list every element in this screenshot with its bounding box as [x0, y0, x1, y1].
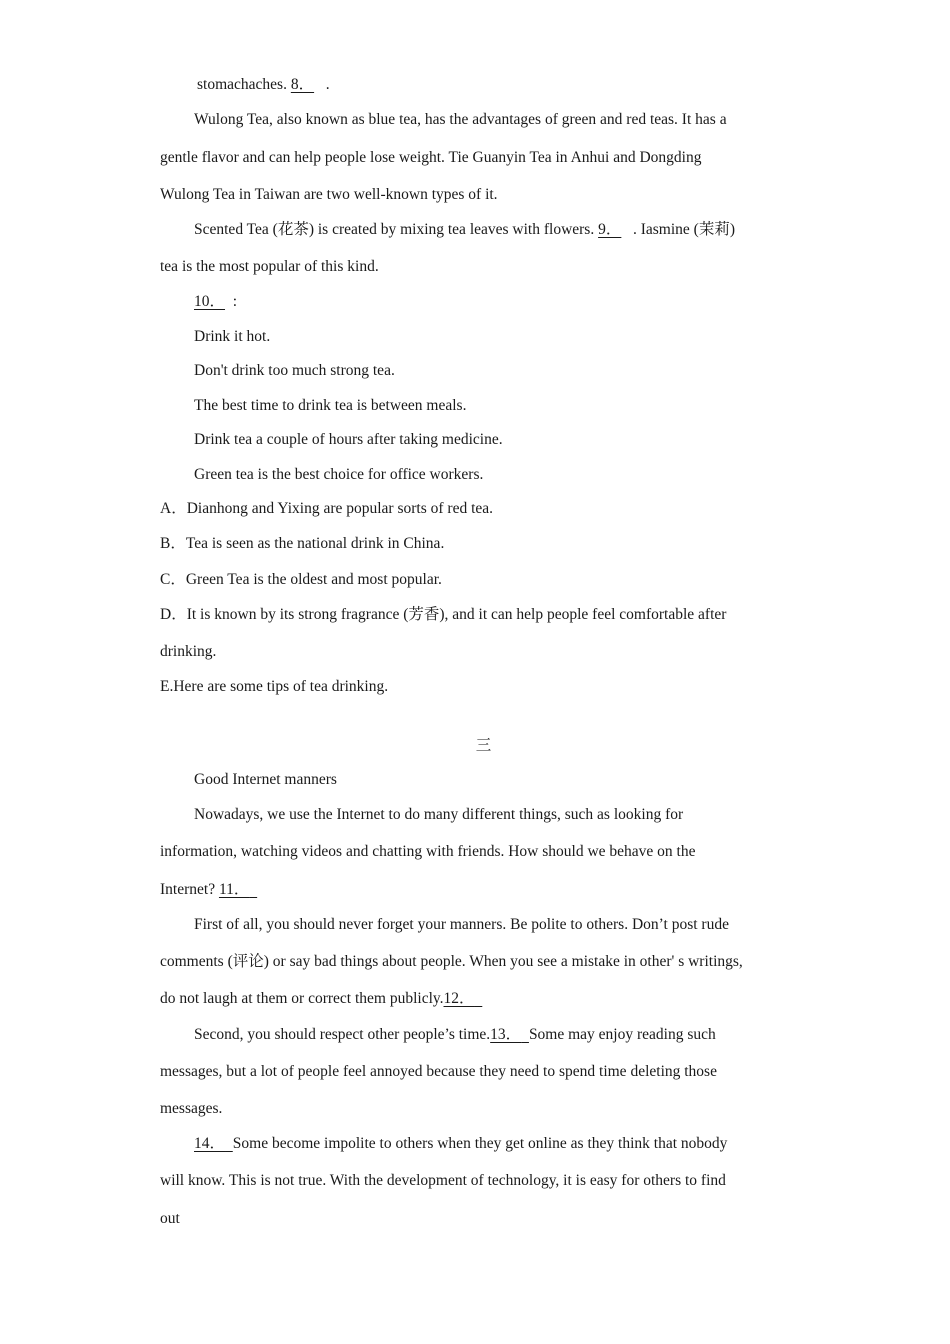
- p3-line-3: messages.: [160, 1100, 223, 1117]
- tip-item: The best time to drink tea is between meals.: [194, 397, 467, 414]
- blank-13: 13．: [490, 1026, 522, 1043]
- p2-line-1: First of all, you should never forget your manners. Be polite to others. Don’t post rude: [194, 916, 729, 933]
- tip-item: Drink it hot.: [194, 328, 271, 345]
- tip-item: Green tea is the best choice for office workers.: [194, 466, 484, 483]
- scented-line-1: Scented Tea (花茶) is created by mixing tea leaves with flowers. 9． . Iasmine (茉莉): [194, 221, 735, 238]
- tip-item: Drink tea a couple of hours after taking medicine.: [194, 431, 503, 448]
- option-d-line-1: D．It is known by its strong fragrance (芳香), and it can help people feel comfortable after: [160, 606, 727, 623]
- option-b: B．Tea is seen as the national drink in China.: [160, 535, 445, 552]
- option-e: E.Here are some tips of tea drinking.: [160, 678, 389, 695]
- option-a: A．Dianhong and Yixing are popular sorts of red tea.: [160, 500, 494, 517]
- blank-14: 14．: [194, 1135, 226, 1152]
- wulong-line-3: Wulong Tea in Taiwan are two well-known types of it.: [160, 186, 498, 203]
- blank-8: 8．: [290, 76, 315, 93]
- p1-line-2: information, watching videos and chatting with friends. How should we behave on the: [160, 843, 696, 860]
- p4-line-2: will know. This is not true. With the development of technology, it is easy for others to find: [160, 1172, 726, 1189]
- wulong-line-1: Wulong Tea, also known as blue tea, has the advantages of green and red teas. It has a: [194, 111, 727, 128]
- tips-heading: 10． :: [194, 293, 238, 310]
- option-c: C．Green Tea is the oldest and most popular.: [160, 571, 442, 588]
- line-stomachaches: stomachaches. 8． .: [197, 76, 330, 93]
- p3-line-1: Second, you should respect other people’s time.13． Some may enjoy reading such: [194, 1026, 716, 1043]
- p2-line-2: comments (评论) or say bad things about people. When you see a mistake in other' s writings,: [160, 953, 743, 970]
- p3-line-2: messages, but a lot of people feel annoyed because they need to spend time deleting those: [160, 1063, 717, 1080]
- p1-line-3: Internet? 11．: [160, 881, 250, 898]
- section-number: 三: [475, 737, 492, 754]
- wulong-line-2: gentle flavor and can help people lose weight. Tie Guanyin Tea in Anhui and Dongding: [160, 149, 702, 166]
- tip-item: Don't drink too much strong tea.: [194, 362, 395, 379]
- scented-line-2: tea is the most popular of this kind.: [160, 258, 379, 275]
- p2-line-3: do not laugh at them or correct them publicly.12．: [160, 990, 475, 1007]
- blank-9: 9．: [598, 221, 622, 238]
- p4-line-1: 14． Some become impolite to others when they get online as they think that nobody: [194, 1135, 728, 1152]
- p1-line-1: Nowadays, we use the Internet to do many different things, such as looking for: [194, 806, 684, 823]
- blank-10: 10．: [194, 293, 226, 310]
- blank-11: 11．: [218, 881, 250, 898]
- blank-12: 12．: [443, 990, 475, 1007]
- option-d-line-2: drinking.: [160, 643, 217, 660]
- passage-title: Good Internet manners: [194, 771, 337, 788]
- p4-line-3: out: [160, 1210, 180, 1227]
